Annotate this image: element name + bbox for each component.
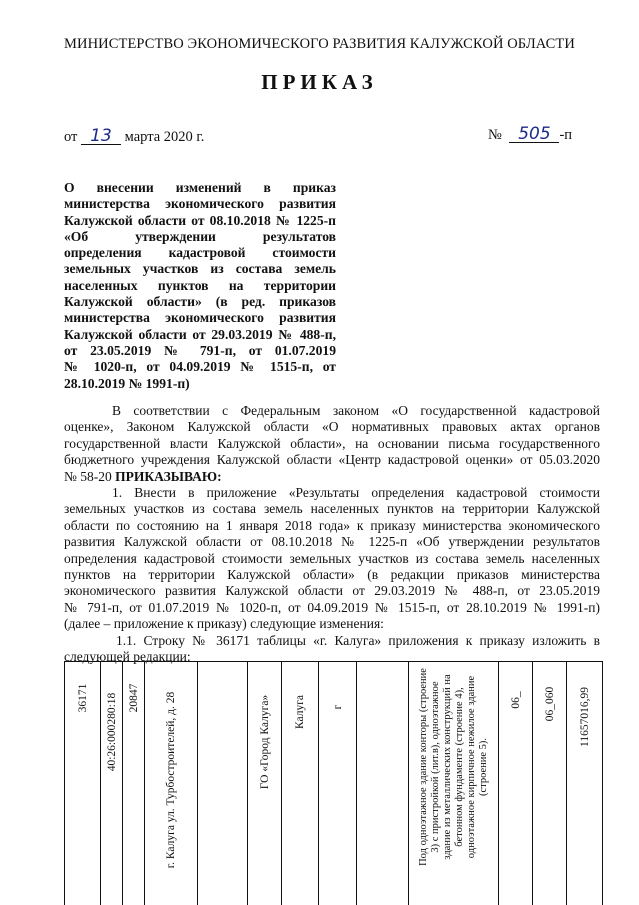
- order-title: ПРИКАЗ: [261, 70, 378, 94]
- table-cell-settlement: Калуга: [282, 662, 319, 905]
- table-cell-cadastral-value: 11657016,99: [567, 662, 603, 905]
- table-cell-code: 20847: [123, 662, 145, 905]
- item1-line: пунктов на территории Калужской области» (в редакции приказов министерства: [64, 567, 600, 583]
- order-number: [488, 126, 572, 144]
- subject-line: О внесении изменений в приказ: [64, 180, 336, 195]
- order-body: [64, 403, 600, 666]
- item1-line: № 791-п, от 01.07.2019 № 1020-п, от 04.09.2019 № 1515-п, от 28.10.2019 № 1991-п): [64, 599, 600, 615]
- item11-line: следующей редакции:: [64, 649, 191, 665]
- subject-line: 28.10.2019 № 1991-п): [64, 375, 190, 391]
- subject-line: Калужской области от 08.10.2018 № 1225-п: [64, 212, 336, 228]
- item1-line: определения кадастровой стоимости земельных участков из состава земель населенных: [64, 550, 600, 566]
- table-cell-empty: [357, 662, 409, 905]
- number-prefix: №: [488, 127, 502, 143]
- subject-line: определения кадастровой стоимости: [64, 245, 336, 261]
- subject-line: Калужской области» (в ред. приказов: [64, 294, 336, 310]
- table-cell-address: г. Калуга ул. Турбостроителей, д. 28: [145, 662, 198, 905]
- subject-line: «Об утверждении результатов: [64, 228, 336, 244]
- preamble-line: бюджетного учреждения Калужской области «Центр кадастровой оценки» от 05.03.2020: [64, 452, 600, 468]
- table-cell-group: 06_: [499, 662, 533, 905]
- preamble-line: оценке», Законом Калужской области «О нормативных правовых актах органов: [64, 419, 600, 435]
- subject-line: земельных участков из состава земель: [64, 261, 336, 277]
- date-day-handwritten: 13: [81, 128, 121, 145]
- subject-line: от 23.05.2019 № 791-п, от 01.07.2019: [64, 342, 336, 358]
- item1-line: 1. Внести в приложение «Результаты определения кадастровой стоимости: [112, 485, 600, 501]
- date-prefix: от: [64, 129, 78, 145]
- amended-row-table: [64, 661, 603, 905]
- preamble-end-line: № 58-20 ПРИКАЗЫВАЮ:: [64, 468, 222, 484]
- item1-line: земельных участков из состава земель населенных пунктов на территории Калужской: [64, 501, 600, 517]
- preamble-line: государственной власти Калужской области», на основании письма государственного: [64, 435, 600, 451]
- subject-line: Калужской области от 29.03.2019 № 488-п,: [64, 326, 336, 342]
- subject-line: № 1020-п, от 04.09.2019 № 1515-п, от: [64, 359, 336, 375]
- decree-word: ПРИКАЗЫВАЮ:: [115, 468, 222, 484]
- item1-line: экономического развития Калужской области от 29.03.2019 № 488-п, от 23.05.2019: [64, 583, 600, 599]
- table-cell-purpose: Под одноэтажное здание конторы (строение 3) с пристройкой (лит.в), одноэтажное здание из металлических конструкций на бетонном фундаменте (строение 4), одноэтажное кирпичное нежилое здание (строение 5).: [409, 662, 499, 905]
- table-cell-settlement-type: г: [319, 662, 357, 905]
- subject-line: министерства экономического развития: [64, 310, 336, 326]
- preamble-line: В соответствии с Федеральным законом «О государственной кадастровой: [112, 403, 600, 418]
- number-handwritten: 505: [509, 126, 559, 143]
- table-cell-subgroup: 06_060: [533, 662, 567, 905]
- order-date: [64, 128, 204, 146]
- subject-line: министерства экономического развития: [64, 196, 336, 212]
- item1-line: развития Калужской области от 08.10.2018 № 1225-п «Об утверждении результатов: [64, 534, 600, 550]
- table-cell-municipality: ГО «Город Калуга»: [248, 662, 282, 905]
- table-cell-cadastral-number: 40:26:000280:18: [101, 662, 123, 905]
- subject-line: населенных пунктов на территории: [64, 277, 336, 293]
- order-subject: [64, 180, 336, 392]
- table-cell-row-number: 36171: [65, 662, 101, 905]
- item11-line: 1.1. Строку № 36171 таблицы «г. Калуга» приложения к приказу изложить в: [116, 632, 600, 648]
- ministry-name: МИНИСТЕРСТВО ЭКОНОМИЧЕСКОГО РАЗВИТИЯ КАЛУЖСКОЙ ОБЛАСТИ: [64, 36, 575, 52]
- item1-line: (далее – приложение к приказу) следующие изменения:: [64, 616, 384, 632]
- item1-line: области по состоянию на 1 января 2018 года» к приказу министерства экономического: [64, 517, 600, 533]
- table-cell-empty: [198, 662, 248, 905]
- date-rest: марта 2020 г.: [124, 129, 205, 145]
- number-suffix: -п: [559, 127, 573, 143]
